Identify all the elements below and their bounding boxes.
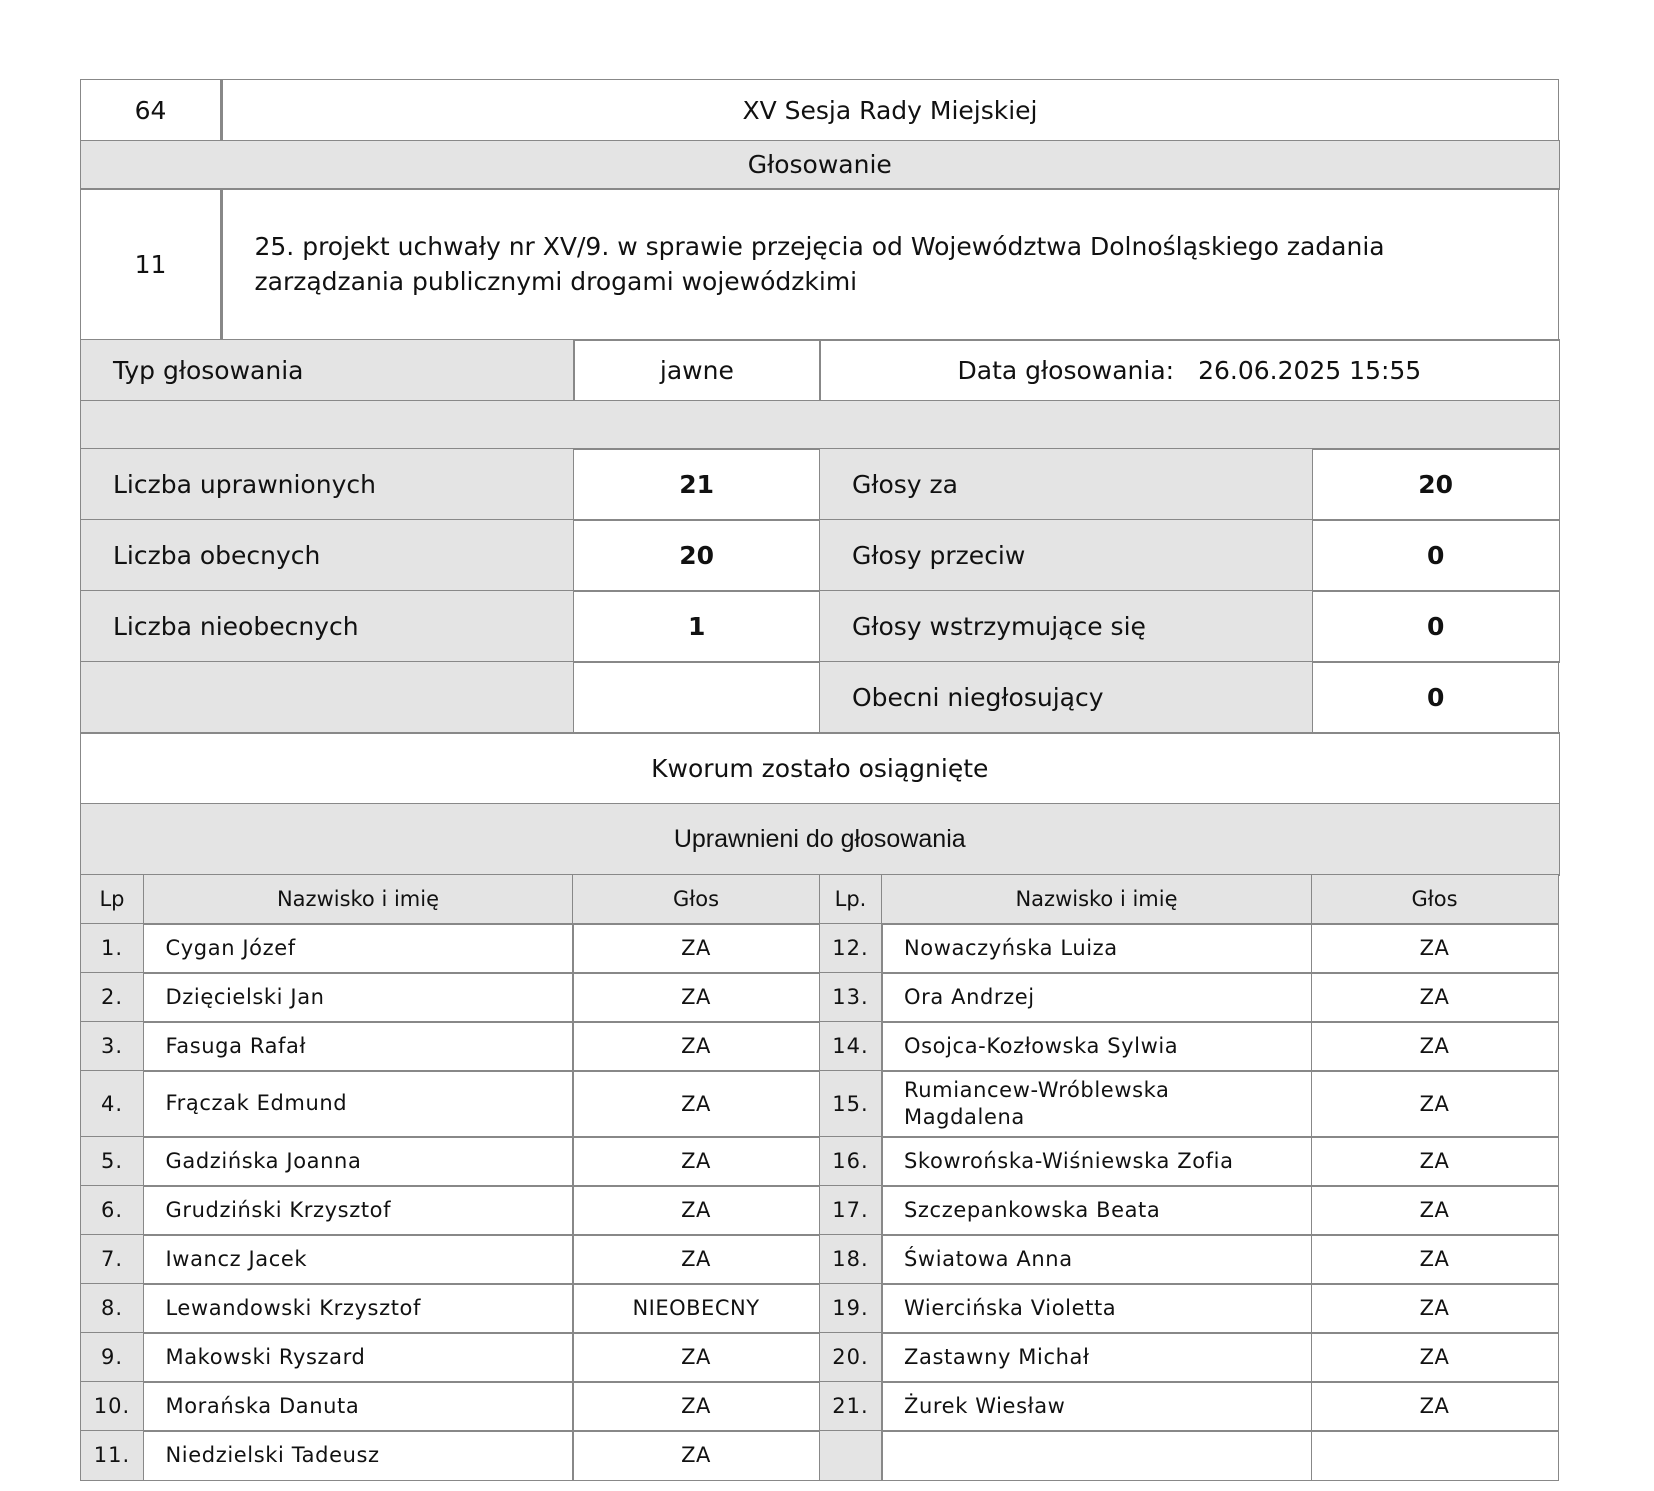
vote-date	[819, 339, 1559, 402]
quorum-status: Kworum zostało osiągnięte	[80, 732, 1560, 805]
voter-lp: 5.	[80, 1136, 144, 1187]
voter-name: Nowaczyńska Luiza	[881, 923, 1312, 974]
table-row	[80, 1430, 1558, 1479]
col-name-right: Nazwisko i imię	[881, 874, 1312, 925]
voter-lp: 8.	[80, 1283, 144, 1334]
voter-name: Gadzińska Joanna	[143, 1136, 574, 1187]
quorum-row	[80, 732, 1558, 803]
voter-vote: ZA	[572, 972, 820, 1023]
col-lp-right: Lp.	[819, 874, 883, 925]
voter-vote: NIEOBECNY	[572, 1283, 820, 1334]
voter-vote: ZA	[1311, 972, 1559, 1023]
vote-meta-row	[80, 339, 1558, 400]
notvoting-label: Obecni niegłosujący	[819, 661, 1313, 734]
voter-lp: 16.	[819, 1136, 883, 1187]
voter-vote: ZA	[1311, 1070, 1559, 1138]
voter-vote: ZA	[572, 1332, 820, 1383]
present-label: Liczba obecnych	[80, 519, 574, 592]
stats-row-2	[80, 519, 1558, 590]
against-value: 0	[1312, 519, 1560, 592]
item-description	[220, 188, 1559, 341]
voter-name: Dzięcielski Jan	[143, 972, 574, 1023]
col-vote-left: Głos	[572, 874, 820, 925]
table-row	[80, 1136, 1558, 1185]
voter-vote: ZA	[572, 923, 820, 974]
voter-name: Morańska Danuta	[143, 1381, 574, 1432]
voter-vote: ZA	[572, 1381, 820, 1432]
voter-vote: ZA	[572, 1136, 820, 1187]
table-row	[80, 1234, 1558, 1283]
voting-section-row	[80, 140, 1558, 188]
table-row	[80, 1283, 1558, 1332]
voter-vote: ZA	[572, 1021, 820, 1072]
voter-lp: 10.	[80, 1381, 144, 1432]
item-text-line2: zarządzania publicznymi drogami wojewódzkimi	[254, 267, 858, 297]
table-row	[80, 1021, 1558, 1070]
voters-list	[80, 923, 1558, 1479]
voter-lp	[819, 1430, 883, 1481]
vote-date-label: Data głosowania:	[957, 355, 1175, 385]
voter-lp: 12.	[819, 923, 883, 974]
voter-vote: ZA	[1311, 1136, 1559, 1187]
notvoting-value: 0	[1312, 661, 1560, 734]
eligible-value: 21	[573, 448, 821, 521]
table-row	[80, 1381, 1558, 1430]
voter-name: Osojca-Kozłowska Sylwia	[881, 1021, 1312, 1072]
voter-name: Iwancz Jacek	[143, 1234, 574, 1285]
voter-vote: ZA	[572, 1070, 820, 1138]
voter-vote: ZA	[572, 1430, 820, 1481]
against-label: Głosy przeciw	[819, 519, 1313, 592]
voter-lp: 15.	[819, 1070, 883, 1138]
session-number: 64	[80, 79, 221, 142]
stats-row-4	[80, 661, 1558, 732]
empty-value-cell	[573, 661, 821, 734]
voter-vote: ZA	[572, 1234, 820, 1285]
list-header-row	[80, 874, 1558, 923]
voter-vote: ZA	[1311, 1185, 1559, 1236]
table-row	[80, 1185, 1558, 1234]
voter-lp: 1.	[80, 923, 144, 974]
voter-name: Światowa Anna	[881, 1234, 1312, 1285]
present-value: 20	[573, 519, 821, 592]
voter-lp: 21.	[819, 1381, 883, 1432]
vote-type-value: jawne	[573, 339, 821, 402]
voter-lp: 2.	[80, 972, 144, 1023]
voter-name: Żurek Wiesław	[881, 1381, 1312, 1432]
voter-name: Cygan Józef	[143, 923, 574, 974]
voter-lp: 18.	[819, 1234, 883, 1285]
voter-lp: 7.	[80, 1234, 144, 1285]
item-number: 11	[80, 188, 221, 341]
voter-lp: 17.	[819, 1185, 883, 1236]
stats-row-1	[80, 448, 1558, 519]
vote-date-value: 26.06.2025 15:55	[1198, 355, 1422, 385]
voter-name: Wiercińska Violetta	[881, 1283, 1312, 1334]
item-text-line1: 25. projekt uchwały nr XV/9. w sprawie przejęcia od Województwa Dolnośląskiego zadania	[254, 232, 1385, 262]
voter-vote: ZA	[1311, 1234, 1559, 1285]
list-title-row	[80, 803, 1558, 874]
absent-label: Liczba nieobecnych	[80, 590, 574, 663]
list-title: Uprawnieni do głosowania	[80, 803, 1560, 876]
voter-vote: ZA	[1311, 1332, 1559, 1383]
voter-lp: 11.	[80, 1430, 144, 1481]
voter-name: Rumiancew-Wróblewska Magdalena	[881, 1070, 1312, 1138]
voter-lp: 14.	[819, 1021, 883, 1072]
spacer-row	[80, 400, 1558, 448]
table-row	[80, 923, 1558, 972]
voter-name: Ora Andrzej	[881, 972, 1312, 1023]
voter-lp: 4.	[80, 1070, 144, 1138]
voter-name: Grudziński Krzysztof	[143, 1185, 574, 1236]
voter-vote: ZA	[1311, 1381, 1559, 1432]
table-row	[80, 972, 1558, 1021]
stats-row-3	[80, 590, 1558, 661]
voter-name: Niedzielski Tadeusz	[143, 1430, 574, 1481]
table-row	[80, 1070, 1558, 1136]
col-name-left: Nazwisko i imię	[143, 874, 574, 925]
voter-lp: 6.	[80, 1185, 144, 1236]
abstain-value: 0	[1312, 590, 1560, 663]
voter-vote: ZA	[1311, 1021, 1559, 1072]
voter-lp: 13.	[819, 972, 883, 1023]
voter-lp: 9.	[80, 1332, 144, 1383]
abstain-label: Głosy wstrzymujące się	[819, 590, 1313, 663]
empty-label-cell	[80, 661, 574, 734]
spacer-cell	[80, 400, 1560, 450]
voting-section-title: Głosowanie	[80, 140, 1560, 190]
for-value: 20	[1312, 448, 1560, 521]
voter-name: Fasuga Rafał	[143, 1021, 574, 1072]
voter-vote	[1311, 1430, 1559, 1481]
voter-name: Frączak Edmund	[143, 1070, 574, 1138]
voting-sheet	[80, 79, 1558, 1479]
voter-lp: 20.	[819, 1332, 883, 1383]
voter-vote: ZA	[1311, 923, 1559, 974]
voter-lp: 3.	[80, 1021, 144, 1072]
table-row	[80, 1332, 1558, 1381]
col-vote-right: Głos	[1311, 874, 1559, 925]
voter-name: Skowrońska-Wiśniewska Zofia	[881, 1136, 1312, 1187]
item-row	[80, 188, 1558, 339]
voter-name: Szczepankowska Beata	[881, 1185, 1312, 1236]
voter-name: Lewandowski Krzysztof	[143, 1283, 574, 1334]
vote-type-label: Typ głosowania	[80, 339, 575, 402]
voter-vote: ZA	[572, 1185, 820, 1236]
header-row	[80, 79, 1558, 140]
eligible-label: Liczba uprawnionych	[80, 448, 574, 521]
voter-vote: ZA	[1311, 1283, 1559, 1334]
voter-name	[881, 1430, 1312, 1481]
voter-name: Zastawny Michał	[881, 1332, 1312, 1383]
absent-value: 1	[573, 590, 821, 663]
session-title: XV Sesja Rady Miejskiej	[220, 79, 1559, 142]
for-label: Głosy za	[819, 448, 1313, 521]
col-lp-left: Lp	[80, 874, 144, 925]
voter-name: Makowski Ryszard	[143, 1332, 574, 1383]
voter-lp: 19.	[819, 1283, 883, 1334]
